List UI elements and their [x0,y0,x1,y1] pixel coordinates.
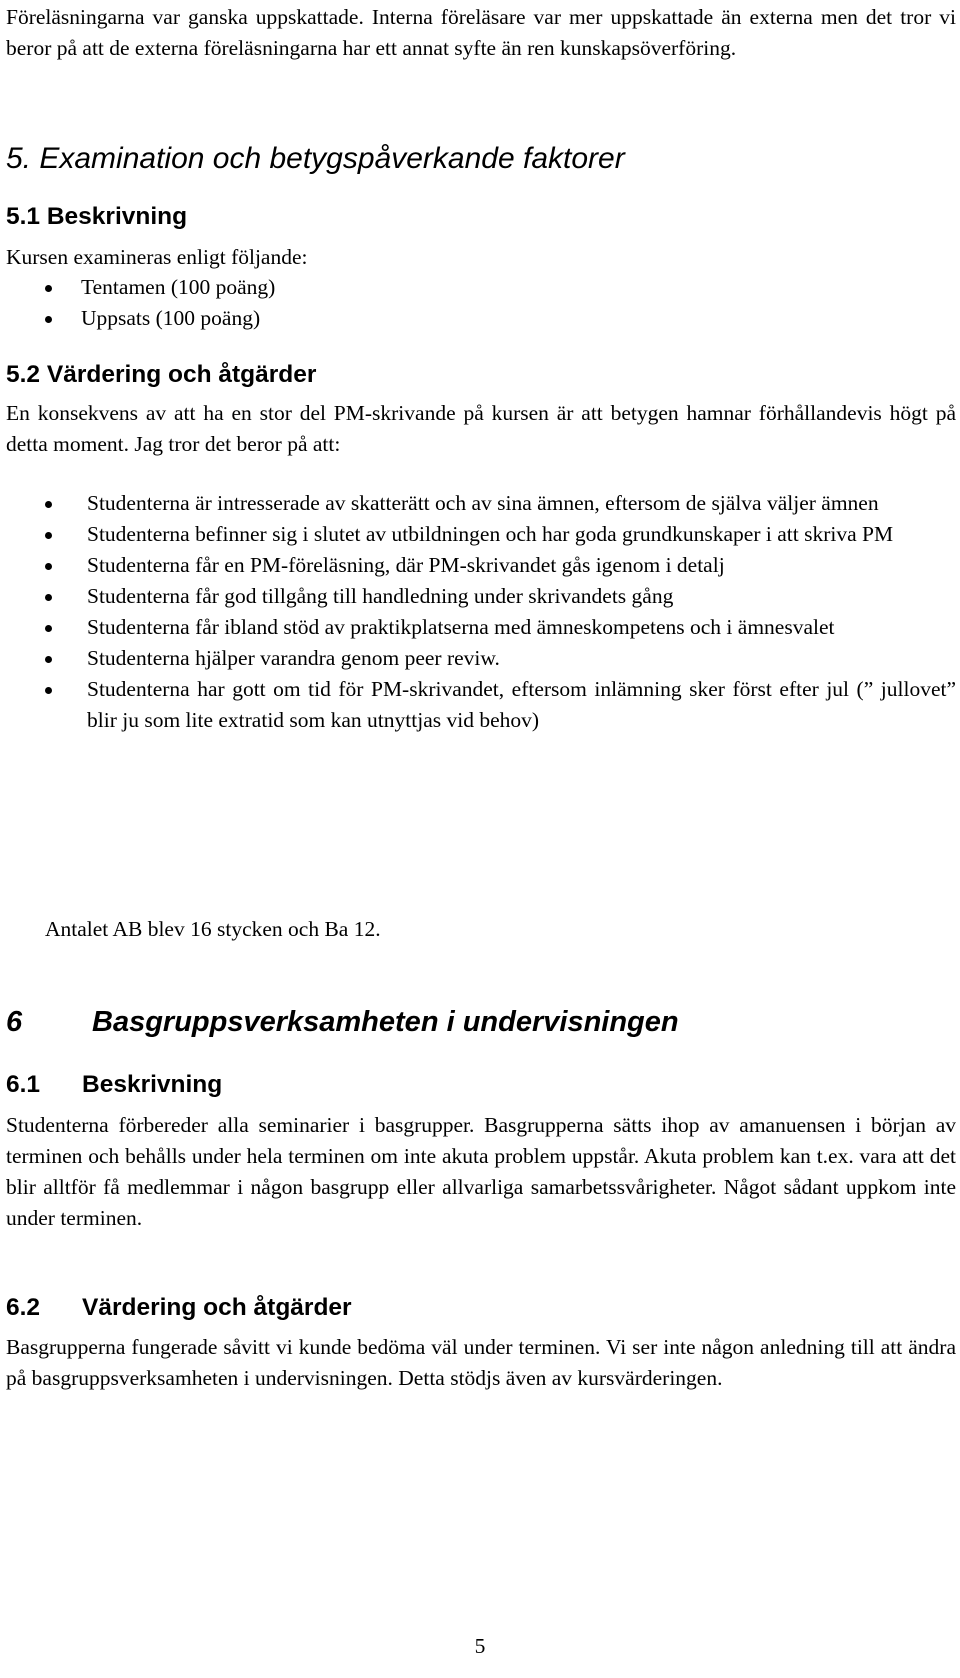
list-item: Studenterna är intresserade av skatterätt och av sina ämnen, eftersom de själva väljer ämnen [0,488,956,519]
section-6-2-heading [6,1293,352,1323]
section-5-2-paragraph: En konsekvens av att ha en stor del PM-skrivande på kursen är att betygen hamnar förhållandevis högt på detta moment. Jag tror det beror på att: [6,401,956,456]
section-number: 6.1 [6,1071,41,1098]
section-number: 6.2 [6,1294,41,1321]
section-6-2-paragraph: Basgrupperna fungerade såvitt vi kunde bedöma väl under terminen. Vi ser inte någon anledning till att ändra på basgruppsverksamheten i undervisningen. Detta stödjs även av kursvärderingen. [6,1335,956,1390]
section-title: Basgruppsverksamheten i undervisningen [92,1006,679,1038]
list-item: Studenterna får ibland stöd av praktikplatserna med ämneskompetens och i ämnesvalet [0,612,956,643]
section-title: Värdering och åtgärder [82,1294,352,1321]
section-5-2-heading: 5.2 Värdering och åtgärder [6,361,317,388]
list-item: Studenterna får en PM-föreläsning, där PM-skrivandet gås igenom i detalj [0,550,956,581]
section-6-1-paragraph: Studenterna förbereder alla seminarier i basgrupper. Basgrupperna sätts ihop av amanuensen i början av terminen och behålls under hela terminen om inte akuta problem uppstår. Akuta problem kan t.ex. vara att det blir alltför få medlemmar i någon basgrupp eller allvarliga samarbetssvårigheter. Något sådant uppkom inte under terminen. [6,1113,956,1230]
section-title: Beskrivning [82,1071,223,1098]
list-item: Studenterna befinner sig i slutet av utbildningen och har goda grundkunskaper i att skriva PM [0,519,956,550]
section-5-heading: 5. Examination och betygspåverkande faktorer [6,142,625,175]
section-5-1-intro: Kursen examineras enligt följande: [6,245,308,269]
reasons-list [0,488,956,736]
section-6-1-heading [6,1070,222,1100]
grade-result: Antalet AB blev 16 stycken och Ba 12. [45,917,381,941]
list-item: Uppsats (100 poäng) [0,303,956,334]
exam-list [0,272,956,334]
list-item: Studenterna har gott om tid för PM-skrivandet, eftersom inlämning sker först efter jul (” jullovet” blir ju som lite extratid som kan utnyttjas vid behov) [0,674,956,736]
section-5-1-heading: 5.1 Beskrivning [6,203,188,230]
section-number: 6 [6,1006,23,1038]
section-6-heading [6,1004,679,1040]
intro-paragraph: Föreläsningarna var ganska uppskattade. Interna föreläsare var mer uppskattade än externa men det tror vi beror på att de externa föreläsningarna har ett annat syfte än ren kunskapsöverföring. [6,5,956,60]
list-item: Tentamen (100 poäng) [0,272,956,303]
list-item: Studenterna får god tillgång till handledning under skrivandets gång [0,581,956,612]
page-number: 5 [474,1634,486,1658]
list-item: Studenterna hjälper varandra genom peer reviw. [0,643,956,674]
